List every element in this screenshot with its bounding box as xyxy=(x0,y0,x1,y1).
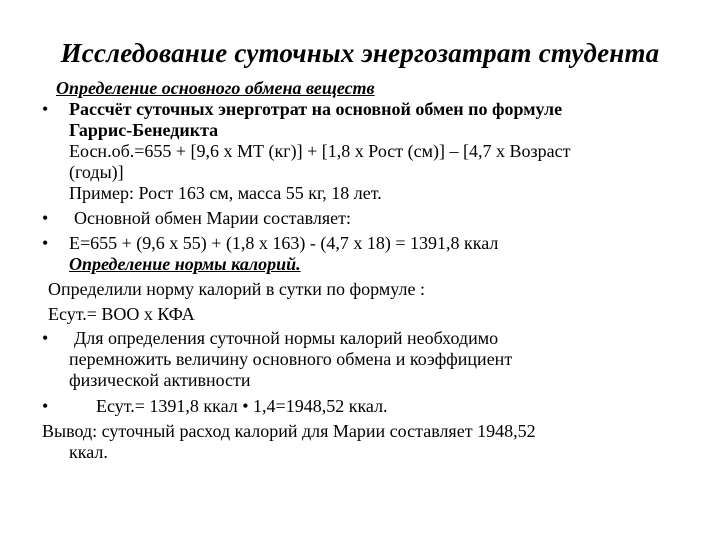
item1-line1: Рассчёт суточных энерготрат на основной обмен по формуле xyxy=(69,99,563,119)
item5-text: Есут.= 1391,8 ккал • 1,4=1948,52 ккал. xyxy=(96,396,388,416)
item4-line2: перемножить величину основного обмена и коэффициент xyxy=(69,349,513,369)
item3-text: E=655 + (9,6 х 55) + (1,8 х 163) - (4,7 х 18) = 1391,8 ккал xyxy=(69,233,499,253)
bullet-1: • xyxy=(42,99,49,119)
item1-line2: Гаррис-Бенедикта xyxy=(69,120,219,140)
item2-text: Основной обмен Марии составляет: xyxy=(74,208,352,228)
bullet-4: • xyxy=(42,328,49,348)
formula-line2: (годы)] xyxy=(69,162,124,182)
conclusion-line1: Вывод: суточный расход калорий для Марии составляет 1948,52 xyxy=(42,421,536,441)
text-formula-intro: Определили норму калорий в сутки по формуле : xyxy=(48,279,425,299)
bullet-5: • xyxy=(42,396,49,416)
subheading-calorie-norm: Определение нормы калорий. xyxy=(69,254,301,274)
example-text: Пример: Рост 163 см, масса 55 кг, 18 лет. xyxy=(69,183,382,203)
slide-title: Исследование суточных энергозатрат студента xyxy=(60,38,660,68)
conclusion-line2: ккал. xyxy=(69,442,108,462)
subheading-basal-metabolism: Определение основного обмена веществ xyxy=(56,78,375,98)
bullet-3: • xyxy=(42,233,49,253)
text-formula: Есут.= ВОО х КФА xyxy=(48,304,195,324)
item4-line1: Для определения суточной нормы калорий необходимо xyxy=(74,328,499,348)
bullet-2: • xyxy=(42,208,49,228)
item4-line3: физической активности xyxy=(69,370,251,390)
formula-line1: Еосн.об.=655 + [9,6 х МТ (кг)] + [1,8 х Рост (см)] – [4,7 х Возраст xyxy=(69,141,571,161)
